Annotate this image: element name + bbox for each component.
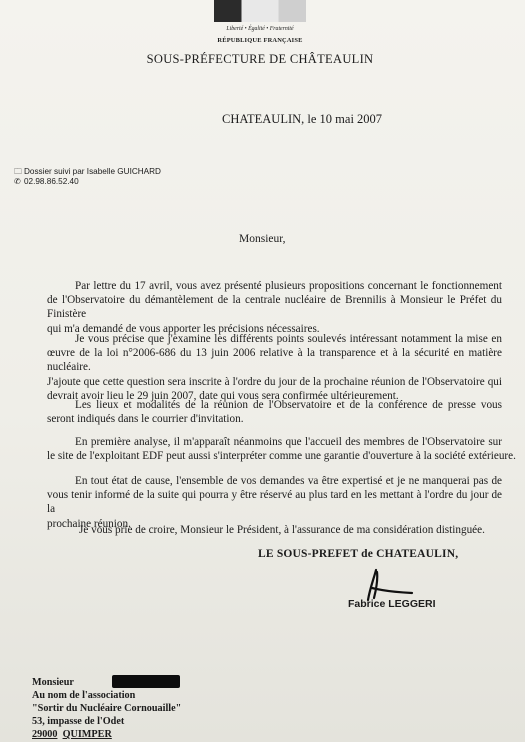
phone-text: 02.98.86.52.40 bbox=[24, 177, 79, 186]
paragraph-line: le site de l'exploitant EDF peut aussi s'interpréter comme une garantie d'ouverture à la société extérieure. bbox=[47, 450, 516, 463]
paragraph-line: prochaine réunion. bbox=[47, 517, 131, 530]
signer-name: Fabrice LEGGERI bbox=[348, 598, 436, 610]
republic-name: RÉPUBLIQUE FRANÇAISE bbox=[217, 37, 303, 44]
paragraph-line: Je vous précise que j'examine les différents points soulevés intéressant notamment la mise en bbox=[75, 333, 502, 345]
recipient-salutation: Monsieur bbox=[32, 677, 74, 688]
paragraph-line: seront indiqués dans le courrier d'invitation. bbox=[47, 413, 244, 426]
recipient-line-1: Au nom de l'association bbox=[32, 690, 136, 701]
paragraph-line: vous tenir informé de la suite qui pourra y être réservé au plus tard en les mettant à l'ordre du jour de la bbox=[47, 489, 502, 516]
place-date: CHATEAULIN, le 10 mai 2007 bbox=[222, 112, 383, 126]
paragraph-line: Par lettre du 17 avril, vous avez présenté plusieurs propositions concernant le fonctionnement bbox=[75, 280, 502, 292]
office-name: SOUS-PRÉFECTURE DE CHÂTEAULIN bbox=[146, 52, 374, 66]
paragraph-6 bbox=[47, 523, 502, 537]
paragraph-1 bbox=[47, 279, 502, 336]
paragraph-line: qui m'a demandé de vous apporter les précisions nécessaires. bbox=[47, 322, 320, 335]
paragraph-2 bbox=[47, 332, 502, 403]
phone-icon: ✆ bbox=[14, 177, 21, 186]
marianne-logo bbox=[214, 0, 306, 22]
recipient-line-3: 53, impasse de l'Odet bbox=[32, 716, 125, 727]
paragraph-line: En première analyse, il m'apparaît néanmoins que l'accueil des membres de l'Observatoire sur bbox=[75, 436, 502, 448]
recipient-city-line bbox=[32, 728, 112, 741]
phone-line bbox=[14, 177, 79, 186]
paragraph-line: Les lieux et modalités de la réunion de l'Observatoire et de la conférence de presse vous bbox=[75, 399, 502, 411]
paragraph-line: J'ajoute que cette question sera inscrite à l'ordre du jour de la prochaine réunion de l'Observatoire qui bbox=[47, 375, 502, 388]
redacted-name bbox=[112, 675, 180, 688]
paragraph-line: En tout état de cause, l'ensemble de vos demandes va être expertisé et je ne manquerai pas de bbox=[75, 475, 502, 487]
paragraph-4 bbox=[47, 435, 516, 463]
paragraph-3 bbox=[47, 398, 502, 426]
recipient-city: QUIMPER bbox=[62, 729, 112, 740]
paragraph-line: devrait avoir lieu le 29 juin 2007, date qui vous sera confirmée ultérieurement. bbox=[47, 389, 399, 402]
recipient-postcode: 29000 bbox=[32, 729, 58, 740]
paragraph-line: œuvre de la loi n°2006-686 du 13 juin 2006 relative à la transparence et à la sécurité en matière nucléaire. bbox=[47, 347, 502, 374]
signer-title: LE SOUS-PREFET de CHATEAULIN, bbox=[258, 548, 459, 560]
dossier-text: Dossier suivi par Isabelle GUICHARD bbox=[24, 167, 161, 176]
paragraph-line: de l'Observatoire du démantèlement de la centrale nucléaire de Brennilis à Monsieur le Préfet du Finistère bbox=[47, 294, 502, 321]
recipient-line-2: "Sortir du Nucléaire Cornouaille" bbox=[32, 703, 182, 714]
folder-icon: 🗀 bbox=[14, 167, 22, 176]
paragraph-line: Je vous prie de croire, Monsieur le Président, à l'assurance de ma considération distinguée. bbox=[79, 524, 485, 536]
salutation: Monsieur, bbox=[239, 233, 286, 245]
republic-motto: Liberté • Égalité • Fraternité bbox=[226, 26, 294, 32]
